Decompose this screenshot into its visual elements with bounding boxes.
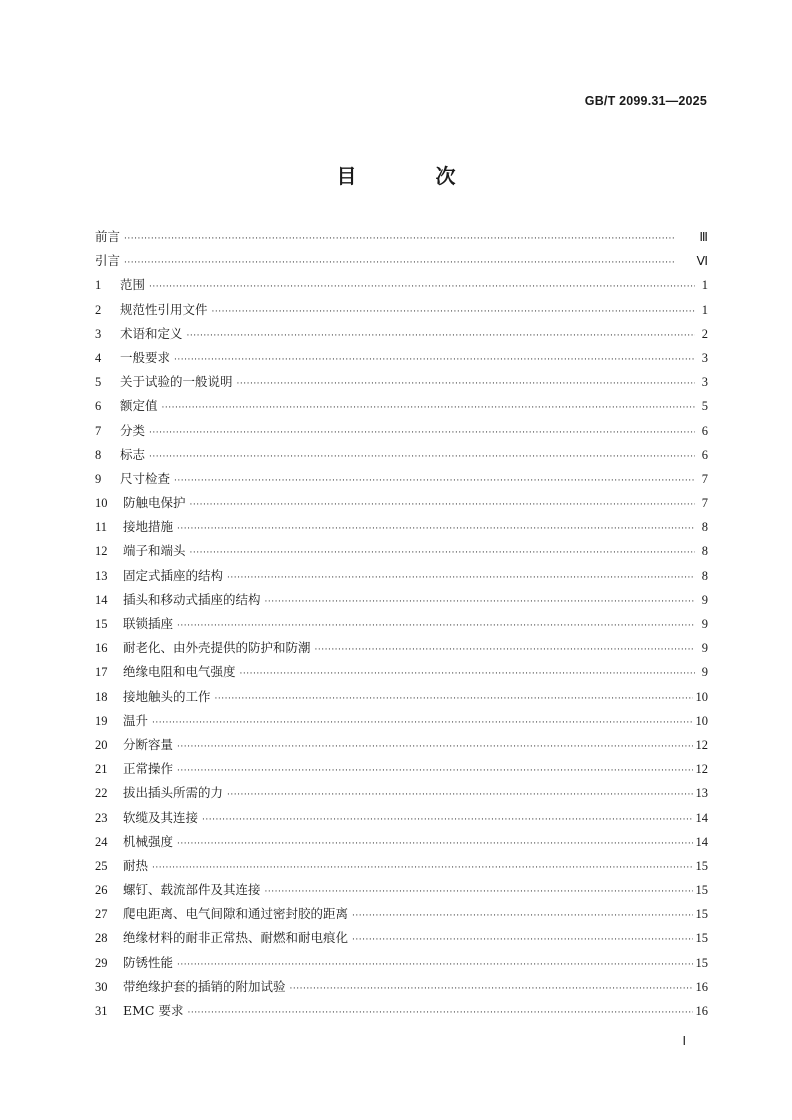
toc-entry-number: 20	[95, 737, 108, 752]
toc-entry[interactable]	[95, 493, 708, 517]
toc-entry-number: 30	[95, 979, 108, 994]
toc-entry-number: 17	[95, 665, 108, 680]
toc-entry-page: 7	[701, 471, 708, 486]
toc-entry[interactable]	[95, 614, 708, 638]
toc-entry[interactable]	[95, 469, 708, 493]
toc-entry-page: 14	[695, 834, 708, 849]
toc-entry-label: 分断容量	[123, 736, 174, 752]
toc-leader-dots	[240, 669, 695, 679]
toc-entry-page: 12	[695, 737, 708, 752]
toc-entry[interactable]	[95, 396, 708, 420]
toc-leader-dots	[177, 960, 692, 970]
toc-entry[interactable]	[95, 904, 708, 928]
toc-entry-number: 21	[95, 762, 108, 777]
toc-leader-dots	[149, 282, 695, 292]
toc-entry-page: 6	[701, 447, 708, 462]
toc-entry-page: Ⅵ	[696, 254, 708, 269]
toc-entry[interactable]	[95, 541, 708, 565]
toc-entry[interactable]	[95, 445, 708, 469]
toc-entry-page: 3	[701, 350, 708, 365]
toc-leader-dots	[177, 621, 695, 631]
toc-entry-page: 2	[701, 326, 708, 341]
toc-entry-page: 1	[701, 278, 708, 293]
toc-entry-number: 18	[95, 689, 108, 704]
toc-leader-dots	[212, 307, 695, 317]
toc-entry[interactable]	[95, 300, 708, 324]
toc-entry-page: 6	[701, 423, 708, 438]
toc-entry-number: 7	[95, 423, 102, 438]
toc-entry-number: 12	[95, 544, 108, 559]
toc-leader-dots	[177, 524, 695, 534]
toc-entry-label: 拔出插头所需的力	[123, 785, 224, 801]
toc-entry[interactable]	[95, 759, 708, 783]
toc-leader-dots	[290, 984, 693, 994]
toc-entry-page: 13	[695, 786, 708, 801]
toc-entry-label: 螺钉、载流部件及其连接	[123, 882, 261, 898]
toc-entry-page: 15	[695, 931, 708, 946]
toc-entry-number: 19	[95, 713, 108, 728]
toc-entry-number: 1	[95, 278, 102, 293]
toc-leader-dots	[187, 331, 695, 341]
toc-entry-label: 正常操作	[123, 761, 174, 777]
toc-leader-dots	[352, 911, 692, 921]
toc-entry[interactable]	[95, 638, 708, 662]
toc-entry-label: 前言	[95, 229, 121, 244]
toc-entry-number: 24	[95, 834, 108, 849]
toc-leader-dots	[174, 476, 695, 486]
toc-entry-label: 固定式插座的结构	[123, 567, 224, 583]
toc-entry-label: 软缆及其连接	[123, 809, 199, 825]
toc-entry-number: 6	[95, 399, 102, 414]
toc-entry-page: 15	[695, 883, 708, 898]
footer-page-number: Ⅰ	[682, 1034, 686, 1048]
toc-entry-label: 分类	[120, 422, 146, 438]
toc-entry[interactable]	[95, 856, 708, 880]
toc-entry-page: 15	[695, 955, 708, 970]
toc-entry-label: 接地措施	[123, 519, 174, 535]
toc-entry-page: 8	[701, 544, 708, 559]
toc-leader-dots	[215, 694, 693, 704]
toc-entry-label: 耐老化、由外壳提供的防护和防潮	[123, 640, 311, 656]
standard-code: GB/T 2099.31—2025	[584, 94, 707, 108]
toc-entry-label: 防锈性能	[123, 954, 174, 970]
toc-entry-label: 接地触头的工作	[123, 688, 211, 704]
toc-leader-dots	[177, 839, 692, 849]
toc-entry-page: 9	[701, 592, 708, 607]
toc-entry-page: 10	[695, 713, 708, 728]
toc-entry-label: 爬电距离、电气间隙和通过密封胶的距离	[123, 906, 349, 922]
toc-entry[interactable]	[95, 928, 708, 952]
toc-entry-page: 5	[701, 399, 708, 414]
toc-leader-dots	[265, 887, 693, 897]
toc-leader-dots	[265, 597, 695, 607]
toc-leader-dots	[177, 766, 692, 776]
toc-leader-dots	[177, 742, 692, 752]
toc-entry-label: 范围	[120, 277, 146, 293]
toc-leader-dots	[190, 500, 695, 510]
toc-entry-number: 29	[95, 955, 108, 970]
toc-list	[95, 227, 708, 1025]
toc-entry-number: 9	[95, 471, 102, 486]
toc-entry-label: 耐热	[123, 857, 149, 873]
toc-entry-label: 机械强度	[123, 833, 174, 849]
toc-entry[interactable]	[95, 590, 708, 614]
toc-entry[interactable]	[95, 735, 708, 759]
toc-entry-page: 14	[695, 810, 708, 825]
toc-entry-label: 关于试验的一般说明	[120, 374, 233, 390]
toc-entry-number: 22	[95, 786, 108, 801]
toc-entry-label: 联锁插座	[123, 616, 174, 631]
toc-entry-number: 3	[95, 326, 102, 341]
toc-entry-label: 一般要求	[120, 349, 171, 365]
toc-entry-page: 9	[701, 665, 708, 680]
toc-entry-number: 14	[95, 592, 108, 607]
toc-entry[interactable]	[95, 832, 708, 856]
toc-entry-number: 13	[95, 568, 108, 583]
toc-entry-label: 规范性引用文件	[120, 301, 208, 317]
toc-leader-dots	[149, 452, 695, 462]
toc-entry-page: 8	[701, 568, 708, 583]
toc-leader-dots	[152, 863, 692, 873]
toc-entry[interactable]	[95, 977, 708, 1001]
toc-entry-label: 插头和移动式插座的结构	[123, 591, 261, 607]
toc-entry-label: 端子和端头	[123, 543, 186, 559]
toc-entry[interactable]	[95, 953, 708, 977]
toc-entry-number: 27	[95, 907, 108, 922]
toc-leader-dots	[149, 428, 695, 438]
toc-entry-number: 25	[95, 858, 108, 873]
toc-leader-dots	[352, 935, 692, 945]
toc-entry[interactable]	[95, 783, 708, 807]
toc-entry-label: 带绝缘护套的插销的附加试验	[123, 978, 286, 994]
toc-entry-page: 16	[695, 979, 708, 994]
toc-entry[interactable]	[95, 251, 708, 275]
toc-entry[interactable]	[95, 275, 708, 299]
toc-entry-label: 引言	[95, 253, 121, 269]
toc-entry-page: 9	[701, 641, 708, 656]
toc-entry-label: 绝缘材料的耐非正常热、耐燃和耐电痕化	[123, 930, 349, 946]
toc-entry[interactable]	[95, 566, 708, 590]
toc-entry-page: 1	[701, 302, 708, 317]
toc-entry-page: 3	[701, 375, 708, 390]
toc-entry[interactable]	[95, 711, 708, 735]
toc-leader-dots	[315, 645, 695, 655]
toc-entry-number: 8	[95, 447, 102, 462]
toc-leader-dots	[124, 234, 695, 244]
toc-entry-label: 温升	[123, 712, 149, 728]
toc-leader-dots	[124, 258, 693, 268]
toc-entry-number: 11	[95, 520, 108, 535]
toc-leader-dots	[187, 1008, 692, 1018]
toc-entry-page: Ⅲ	[699, 230, 708, 244]
toc-entry-label: 绝缘电阻和电气强度	[123, 664, 236, 680]
toc-entry-number: 28	[95, 931, 108, 946]
toc-leader-dots	[227, 573, 695, 583]
toc-leader-dots	[174, 355, 695, 365]
toc-entry[interactable]	[95, 348, 708, 372]
toc-entry-number: 15	[95, 617, 108, 631]
toc-entry[interactable]	[95, 324, 708, 348]
toc-entry-page: 7	[701, 496, 708, 511]
toc-entry[interactable]	[95, 227, 708, 251]
toc-entry-page: 15	[695, 907, 708, 922]
toc-leader-dots	[162, 403, 695, 413]
toc-entry[interactable]	[95, 662, 708, 686]
toc-entry-label: EMC 要求	[123, 1003, 184, 1018]
toc-leader-dots	[152, 718, 692, 728]
toc-entry-page: 8	[701, 520, 708, 535]
toc-entry-page: 15	[695, 858, 708, 873]
toc-entry-number: 26	[95, 883, 108, 898]
toc-leader-dots	[190, 548, 695, 558]
toc-leader-dots	[237, 379, 695, 389]
toc-entry-label: 额定值	[120, 398, 158, 414]
toc-entry-page: 16	[695, 1004, 708, 1018]
toc-entry-number: 23	[95, 810, 108, 825]
toc-entry-label: 术语和定义	[120, 325, 183, 341]
toc-entry-number: 10	[95, 496, 108, 511]
toc-entry[interactable]	[95, 1001, 708, 1025]
toc-entry-page: 10	[695, 689, 708, 704]
toc-title: 目 次	[336, 164, 492, 188]
toc-entry-number: 2	[95, 302, 102, 317]
toc-entry[interactable]	[95, 880, 708, 904]
toc-leader-dots	[202, 815, 692, 825]
toc-entry-page: 9	[701, 617, 708, 631]
toc-entry-number: 5	[95, 375, 102, 390]
toc-entry-number: 31	[95, 1004, 108, 1018]
toc-entry-label: 防触电保护	[123, 495, 186, 511]
toc-entry-label: 尺寸检查	[120, 470, 171, 486]
toc-entry[interactable]	[95, 372, 708, 396]
toc-entry-page: 12	[695, 762, 708, 777]
toc-entry-number: 4	[95, 350, 102, 365]
toc-entry[interactable]	[95, 808, 708, 832]
toc-entry-label: 标志	[120, 446, 146, 462]
toc-entry-number: 16	[95, 641, 108, 656]
toc-entry[interactable]	[95, 517, 708, 541]
toc-entry[interactable]	[95, 421, 708, 445]
toc-leader-dots	[227, 790, 692, 800]
toc-entry[interactable]	[95, 687, 708, 711]
